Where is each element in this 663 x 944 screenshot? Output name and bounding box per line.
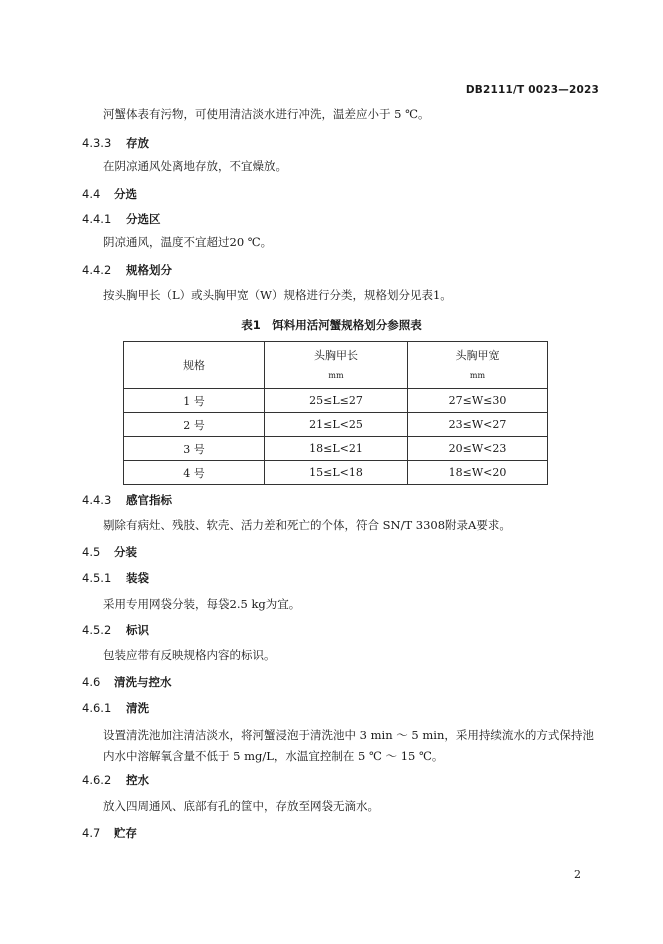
paragraph-bagging: 采用专用网袋分装，每袋2.5 kg为宜。 <box>103 597 301 611</box>
table-cell: 25≤L≤27 <box>265 389 408 413</box>
header-name: 头胸甲宽 <box>455 349 500 362</box>
table-cell: 18≤W<20 <box>408 461 548 485</box>
section-number: 4.3.3 <box>82 136 112 150</box>
table-cell: 27≤W≤30 <box>408 389 548 413</box>
paragraph-drain: 放入四周通风、底部有孔的筐中，存放至网袋无滴水。 <box>103 799 379 813</box>
paragraph-storage: 在阴凉通风处离地存放，不宜燥放。 <box>103 159 287 173</box>
header-cell-width <box>408 342 548 389</box>
section-number: 4.5.2 <box>82 623 112 637</box>
table-cell: 2 号 <box>124 413 265 437</box>
section-4-5-2 <box>82 622 149 638</box>
section-number: 4.4.1 <box>82 212 112 226</box>
table-cell: 20≤W<23 <box>408 437 548 461</box>
table-cell: 15≤L<18 <box>265 461 408 485</box>
section-number: 4.4.2 <box>82 263 112 277</box>
section-4-4-1 <box>82 211 161 227</box>
section-4-6-1 <box>82 700 149 716</box>
section-4-6-2 <box>82 772 149 788</box>
section-number: 4.7 <box>82 826 101 840</box>
section-4-5 <box>82 544 137 560</box>
section-4-4 <box>82 186 137 202</box>
section-4-4-3 <box>82 492 172 508</box>
table-row <box>124 413 548 437</box>
header-cell-length <box>265 342 408 389</box>
table-cell: 4 号 <box>124 461 265 485</box>
table-cell: 18≤L<21 <box>265 437 408 461</box>
section-4-3-3 <box>82 135 149 151</box>
section-title: 装袋 <box>126 571 149 585</box>
paragraph-label: 包装应带有反映规格内容的标识。 <box>103 648 276 662</box>
table-row <box>124 461 548 485</box>
section-title: 标识 <box>126 623 149 637</box>
section-title: 清洗与控水 <box>114 675 172 689</box>
section-number: 4.5.1 <box>82 571 112 585</box>
section-title: 分选区 <box>126 212 161 226</box>
section-number: 4.6.1 <box>82 701 112 715</box>
header-name: 头胸甲长 <box>314 349 358 362</box>
section-number: 4.6.2 <box>82 773 112 787</box>
table-cell: 21≤L<25 <box>265 413 408 437</box>
table-caption: 表1 饵料用活河蟹规格划分参照表 <box>241 318 422 332</box>
section-number: 4.4.3 <box>82 493 112 507</box>
section-4-5-1 <box>82 570 149 586</box>
paragraph-wash-water: 河蟹体表有污物，可使用清洁淡水进行冲洗，温差应小于 5 ℃。 <box>103 107 430 121</box>
section-title: 规格划分 <box>126 263 172 277</box>
section-number: 4.4 <box>82 187 101 201</box>
section-4-7 <box>82 825 137 841</box>
paragraph-sensory: 剔除有病灶、残肢、软壳、活力差和死亡的个体，符合 SN/T 3308附录A要求。 <box>103 518 511 532</box>
section-4-4-2 <box>82 262 172 278</box>
section-title: 分装 <box>114 545 137 559</box>
page-number: 2 <box>574 868 581 881</box>
document-code: DB2111/T 0023—2023 <box>465 84 599 96</box>
section-title: 清洗 <box>126 701 149 715</box>
table-cell: 23≤W<27 <box>408 413 548 437</box>
paragraph-spec: 按头胸甲长（L）或头胸甲宽（W）规格进行分类，规格划分见表1。 <box>103 288 452 302</box>
section-title: 感官指标 <box>126 493 172 507</box>
header-unit: mm <box>328 371 344 380</box>
spec-table <box>123 341 548 485</box>
section-number: 4.5 <box>82 545 101 559</box>
section-title: 分选 <box>114 187 137 201</box>
header-cell-spec: 规格 <box>124 342 265 389</box>
section-4-6 <box>82 674 172 690</box>
header-unit: mm <box>469 371 486 380</box>
table-row <box>124 389 548 413</box>
table-cell: 1 号 <box>124 389 265 413</box>
table-row <box>124 437 548 461</box>
section-number: 4.6 <box>82 675 101 689</box>
paragraph-clean: 设置清洗池加注清洁淡水，将河蟹浸泡于清洗池中 3 min ～ 5 min，采用持续流水的方式保持池内水中溶解氧含量不低于 5 mg/L，水温宜控制在 5 ℃ ～ 15 ℃。 <box>103 728 594 763</box>
section-title: 控水 <box>126 773 149 787</box>
table-header-row <box>124 342 548 389</box>
section-title: 存放 <box>126 136 149 150</box>
paragraph-sort-area: 阴凉通风，温度不宜超过20 ℃。 <box>103 235 273 249</box>
section-title: 贮存 <box>114 826 137 840</box>
table-cell: 3 号 <box>124 437 265 461</box>
